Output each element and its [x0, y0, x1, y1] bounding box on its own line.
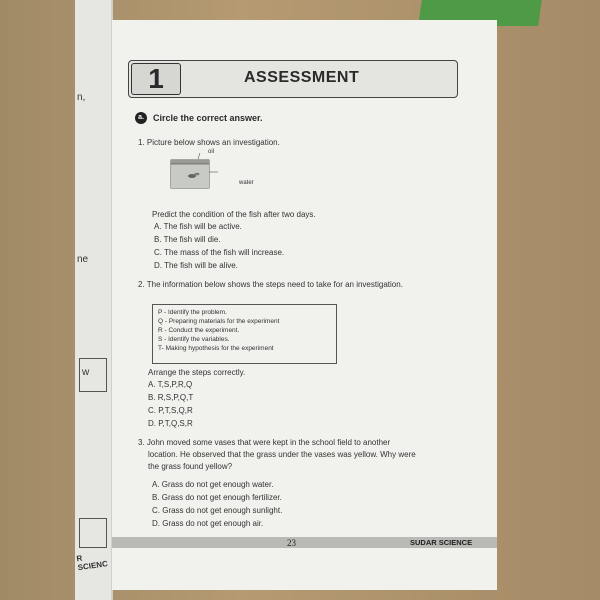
question-3-stem-line: location. He observed that the grass under the vases was yellow. Why were [148, 450, 416, 459]
left-page-text: n, [77, 92, 86, 103]
step-item: Q - Preparing materials for the experiment [158, 318, 280, 325]
page-title: ASSESSMENT [244, 69, 360, 86]
page-number: 23 [287, 538, 296, 548]
q3-option-b[interactable]: B. Grass do not get enough fertilizer. [152, 493, 282, 502]
question-2-stem: 2. The information below shows the steps need to take for an investigation. [138, 280, 403, 289]
footer-brand: SUDAR SCIENCE [410, 538, 473, 547]
q3-option-c[interactable]: C. Grass do not get enough sunlight. [152, 506, 283, 515]
step-item: R - Conduct the experiment. [158, 327, 240, 334]
left-page [75, 0, 113, 600]
question-3-stem-line: the grass found yellow? [148, 462, 233, 471]
q1-option-a[interactable]: A. The fish will be active. [154, 222, 242, 231]
q2-option-a[interactable]: A. T,S,P,R,Q [148, 380, 193, 389]
question-2-prompt: Arrange the steps correctly. [148, 368, 246, 377]
section-instruction: Circle the correct answer. [153, 113, 263, 123]
fish-icon [195, 173, 200, 176]
q3-option-a[interactable]: A. Grass do not get enough water. [152, 480, 274, 489]
steps-box [152, 304, 337, 364]
tank-diagram [170, 150, 230, 190]
q1-option-d[interactable]: D. The fish will be alive. [154, 261, 238, 270]
header-bar [128, 60, 458, 98]
label-water: water [239, 180, 254, 186]
step-item: S - Identify the variables. [158, 336, 230, 343]
oil-layer [171, 160, 209, 164]
left-page-text: w [82, 367, 90, 378]
left-page-footer: R SCIENC [75, 553, 109, 573]
step-item: T- Making hypothesis for the experiment [158, 345, 274, 352]
q1-option-b[interactable]: B. The fish will die. [154, 235, 221, 244]
question-1-prompt: Predict the condition of the fish after two days. [152, 210, 316, 219]
q2-option-b[interactable]: B. R,S,P,Q,T [148, 393, 194, 402]
oil-pointer [198, 153, 200, 159]
left-page-text: ne [77, 254, 89, 265]
left-page-box [79, 358, 107, 392]
q2-option-d[interactable]: D. P,T,Q,S,R [148, 419, 193, 428]
label-oil: oil [208, 149, 215, 155]
step-item: P - Identify the problem. [158, 309, 227, 316]
q2-option-c[interactable]: C. P,T,S,Q,R [148, 406, 193, 415]
q1-option-c[interactable]: C. The mass of the fish will increase. [154, 248, 285, 257]
q3-option-d[interactable]: D. Grass do not get enough air. [152, 519, 264, 528]
question-3-stem-line: 3. John moved some vases that were kept in the school field to another [138, 438, 391, 447]
left-page-box [79, 518, 107, 548]
chapter-number: 1 [131, 63, 181, 95]
worksheet-page [112, 20, 497, 590]
section-a-label [135, 112, 263, 124]
question-1-stem: 1. Picture below shows an investigation. [138, 138, 280, 147]
section-badge: a. [135, 112, 147, 124]
